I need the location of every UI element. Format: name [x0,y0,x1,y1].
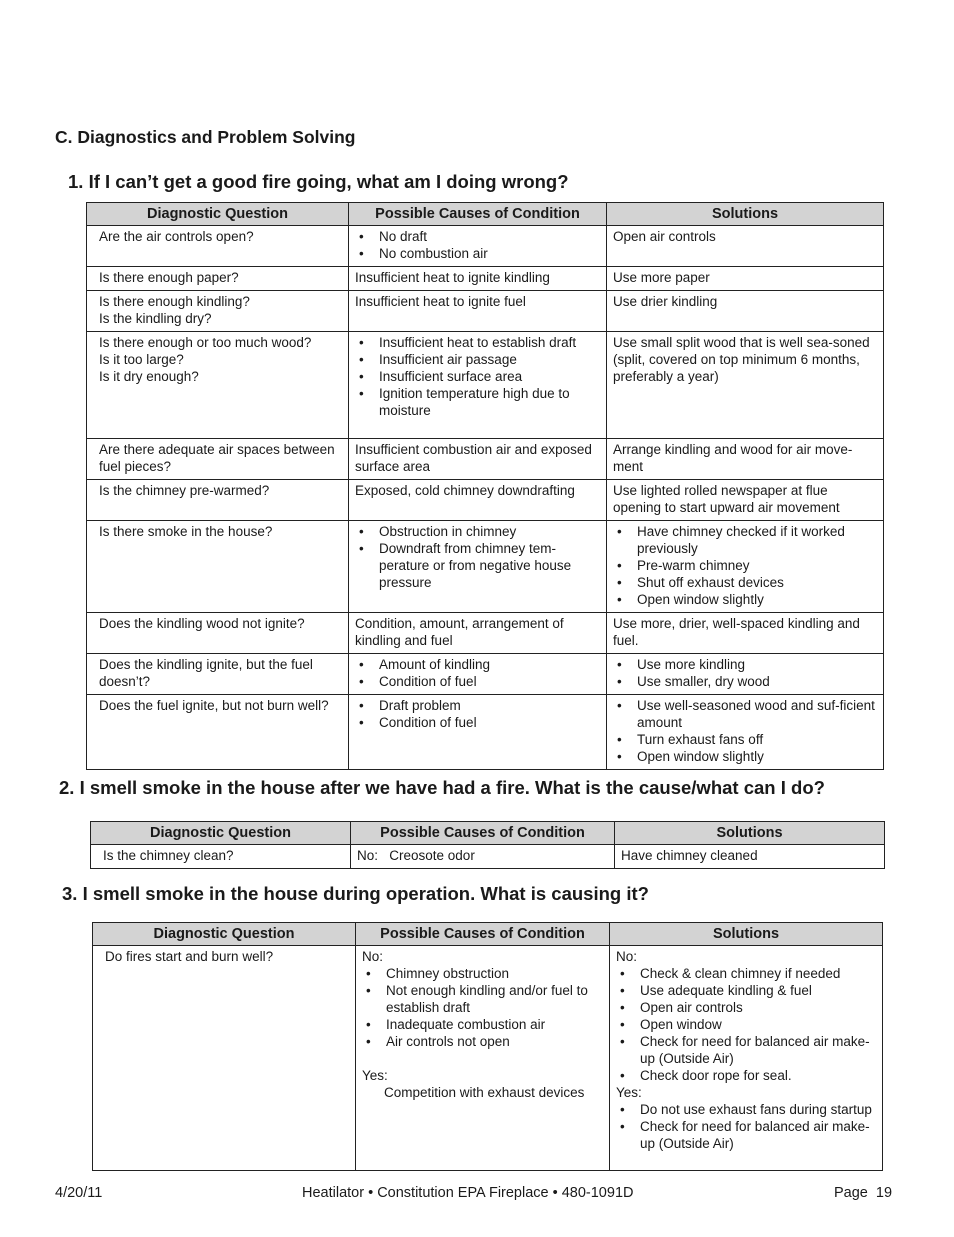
bullet-list [355,334,602,419]
table-row [87,695,884,770]
list-item: • Amount of kindling [355,656,602,673]
list-item: • Open window [616,1016,878,1033]
bullet-list [355,656,602,690]
list-item: • Open air controls [616,999,878,1016]
header-diagnostic-question: Diagnostic Question [87,203,349,226]
bullet-list [613,656,879,690]
row-causes [349,439,607,480]
cell-text: Insufficient heat to ignite kindling [355,270,550,285]
solutions-no-list [616,965,878,1084]
list-item: • Draft problem [355,697,602,714]
bullet-list [355,697,602,731]
list-item: • No combustion air [355,245,602,262]
row-question: Is there enough kindling? Is the kindling dry? [87,291,349,332]
footer-page-number: Page 19 [834,1185,893,1201]
solutions-yes-list [616,1101,878,1152]
row-causes [349,521,607,613]
list-item: • Use smaller, dry wood [613,673,879,690]
row-question: Is the chimney pre-warmed? [87,480,349,521]
row-causes [349,226,607,267]
list-item: • Chimney obstruction [362,965,605,982]
row-solutions [607,226,884,267]
causes-no-label: No: [362,949,384,964]
table-row [87,291,884,332]
row-question: Is the chimney clean? [91,845,351,869]
list-item: • Not enough kindling and/or fuel to establish draft [362,982,605,1016]
list-item: • Check door rope for seal. [616,1067,878,1084]
table-row [87,521,884,613]
cell-text: Use more paper [613,270,710,285]
list-item: • Use adequate kindling & fuel [616,982,878,999]
table-row [87,654,884,695]
row-causes [349,654,607,695]
list-item: • Air controls not open [362,1033,605,1050]
row-question: Are there adequate air spaces between fuel pieces? [87,439,349,480]
row-solutions [607,291,884,332]
header-solutions: Solutions [610,923,883,946]
table-row [93,946,883,1171]
solutions-yes-label: Yes: [616,1085,642,1100]
row-solutions [607,480,884,521]
row-question: Does the fuel ignite, but not burn well? [87,695,349,770]
row-solutions [607,654,884,695]
bullet-list [355,523,602,591]
header-possible-causes: Possible Causes of Condition [349,203,607,226]
row-causes [356,946,610,1171]
row-question: Are the air controls open? [87,226,349,267]
list-item: • Have chimney checked if it worked previously [613,523,879,557]
bullet-list [355,228,602,262]
header-solutions: Solutions [607,203,884,226]
cell-text: Use more, drier, well-spaced kindling and fuel. [613,616,860,648]
list-item: • Use more kindling [613,656,879,673]
row-question: Does the kindling wood not ignite? [87,613,349,654]
list-item: • Pre-warm chimney [613,557,879,574]
list-item: • Shut off exhaust devices [613,574,879,591]
cell-text: Use small split wood that is well sea-soned (split, covered on top minimum 6 months, preferably a year) [613,335,870,384]
list-item: • Insufficient surface area [355,368,602,385]
list-item: • Downdraft from chimney tem-perature or from negative house pressure [355,540,602,591]
header-diagnostic-question: Diagnostic Question [93,923,356,946]
row-solutions [610,946,883,1171]
list-item: • Do not use exhaust fans during startup [616,1101,878,1118]
list-item: • Insufficient air passage [355,351,602,368]
table-row [87,226,884,267]
footer-date: 4/20/11 [55,1185,103,1201]
header-possible-causes: Possible Causes of Condition [351,822,615,845]
list-item: • No draft [355,228,602,245]
table-row [91,845,885,869]
list-item: • Insufficient heat to establish draft [355,334,602,351]
cell-text: Use drier kindling [613,294,718,309]
list-item: • Check for need for balanced air make-up (Outside Air) [616,1118,878,1152]
table-row [87,439,884,480]
cell-text: Condition, amount, arrangement of kindling and fuel [355,616,564,648]
list-item: • Ignition temperature high due to moisture [355,385,602,419]
list-item: • Condition of fuel [355,714,602,731]
table-row [87,332,884,439]
list-item: • Turn exhaust fans off [613,731,879,748]
causes-yes-text: Competition with exhaust devices [384,1085,585,1100]
row-causes: No: Creosote odor [351,845,615,869]
row-causes [349,291,607,332]
header-diagnostic-question: Diagnostic Question [91,822,351,845]
row-solutions [607,613,884,654]
table-row [87,480,884,521]
row-causes [349,480,607,521]
row-question: Does the kindling ignite, but the fuel doesn’t? [87,654,349,695]
list-item: • Open window slightly [613,748,879,765]
table-row [87,613,884,654]
list-item: • Open window slightly [613,591,879,608]
table-header-row [87,203,884,226]
cell-text: Arrange kindling and wood for air move-ment [613,442,853,474]
row-question: Is there smoke in the house? [87,521,349,613]
header-possible-causes: Possible Causes of Condition [356,923,610,946]
row-solutions [607,332,884,439]
cell-text: Use lighted rolled newspaper at flue opening to start upward air movement [613,483,840,515]
causes-no-list [362,965,605,1050]
row-question: Do fires start and burn well? [93,946,356,1171]
row-solutions [607,267,884,291]
list-item: • Obstruction in chimney [355,523,602,540]
diagnostics-table-1 [86,202,884,770]
list-item: • Check & clean chimney if needed [616,965,878,982]
bullet-list [613,523,879,608]
list-item: • Use well-seasoned wood and suf-ficient amount [613,697,879,731]
list-item: • Inadequate combustion air [362,1016,605,1033]
row-solutions: Have chimney cleaned [615,845,885,869]
list-item: • Check for need for balanced air make-up (Outside Air) [616,1033,878,1067]
row-solutions [607,521,884,613]
row-question: Is there enough paper? [87,267,349,291]
section-title: C. Diagnostics and Problem Solving [55,127,356,147]
row-causes [349,267,607,291]
bullet-list [613,697,879,765]
diagnostics-table-2 [90,821,885,869]
cell-text: Exposed, cold chimney downdrafting [355,483,575,498]
table-row [87,267,884,291]
question-2-heading: 2. I smell smoke in the house after we have had a fire. What is the cause/what can I do? [59,777,825,798]
question-3-heading: 3. I smell smoke in the house during operation. What is causing it? [62,883,649,904]
list-item: • Condition of fuel [355,673,602,690]
causes-yes-label: Yes: [362,1068,388,1083]
footer-document-title: Heatilator • Constitution EPA Fireplace • 480-1091D [302,1185,634,1201]
cell-text: Insufficient combustion air and exposed surface area [355,442,592,474]
row-solutions [607,695,884,770]
row-causes [349,695,607,770]
diagnostics-table-3 [92,922,883,1171]
row-causes [349,613,607,654]
cell-text: Insufficient heat to ignite fuel [355,294,526,309]
header-solutions: Solutions [615,822,885,845]
row-question: Is there enough or too much wood? Is it too large? Is it dry enough? [87,332,349,439]
cell-text: Open air controls [613,229,716,244]
table-header-row [93,923,883,946]
row-solutions [607,439,884,480]
solutions-no-label: No: [616,949,638,964]
table-header-row [91,822,885,845]
row-causes [349,332,607,439]
question-1-heading: 1. If I can’t get a good fire going, what am I doing wrong? [68,171,569,192]
